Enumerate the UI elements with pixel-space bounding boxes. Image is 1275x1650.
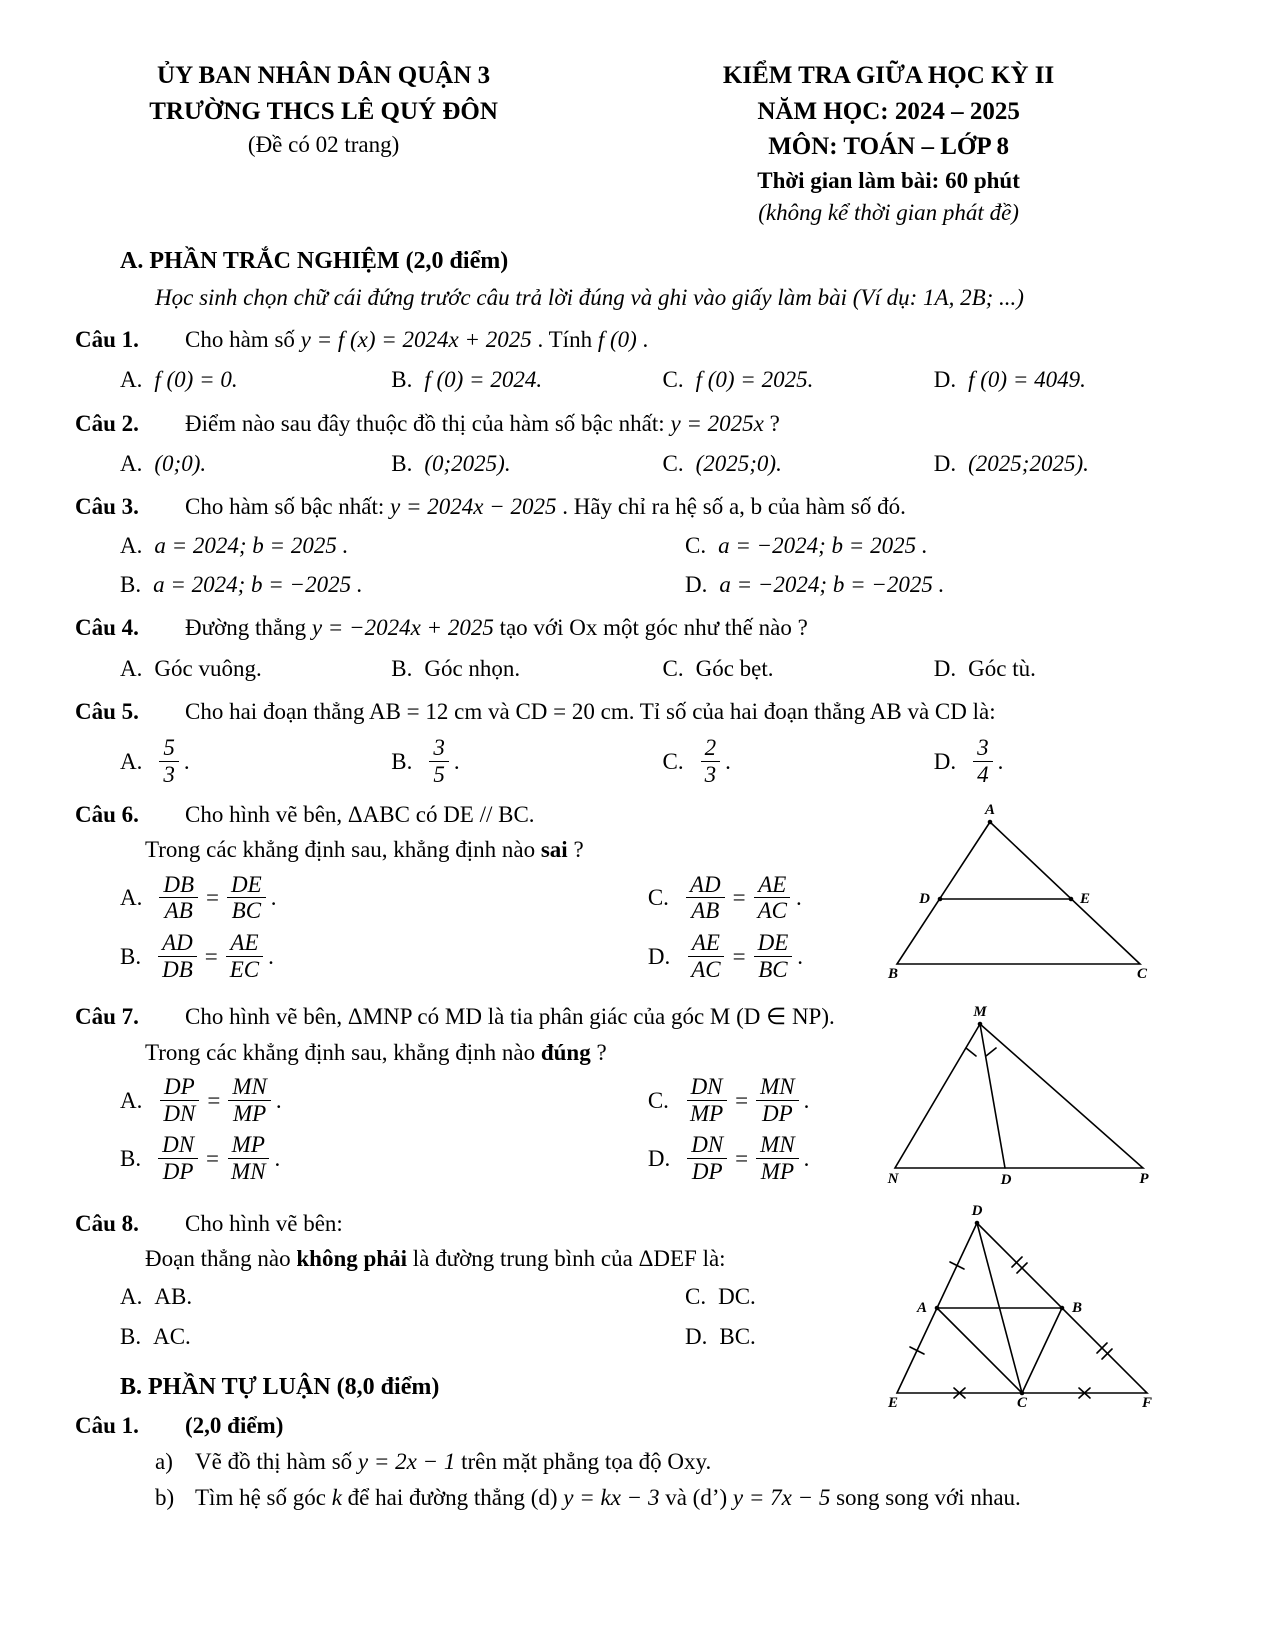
option-d [685, 567, 1205, 602]
numerator: DP [160, 1074, 199, 1101]
numerator: DE [754, 930, 793, 957]
fraction [701, 735, 721, 788]
period: . [997, 748, 1004, 774]
option-letter: B. [391, 748, 413, 774]
option-letter: C. [647, 885, 669, 911]
school-year: NĂM HỌC: 2024 – 2025 [757, 97, 1020, 125]
option-b [120, 929, 648, 984]
options [120, 1279, 873, 1354]
option-c [685, 528, 1205, 563]
formula: y = 2024x − 2025 [390, 494, 557, 520]
option-d [648, 929, 885, 984]
option-b [391, 651, 662, 686]
question-3 [75, 490, 1205, 602]
option-letter: A. [120, 655, 143, 681]
text: Trong các khẳng định sau, khẳng định nào [145, 837, 541, 863]
text: trên mặt phẳng tọa độ Oxy. [455, 1449, 712, 1475]
option-a [120, 1279, 685, 1314]
question-subtext [145, 1036, 885, 1069]
header-left [75, 58, 572, 230]
option-letter: D. [685, 572, 708, 598]
text: ? [567, 837, 584, 863]
denominator: 4 [977, 762, 989, 788]
question-number: Câu 2. [75, 410, 139, 436]
text: ? [590, 1039, 607, 1065]
options [120, 1073, 885, 1186]
equals-sign: = [732, 885, 746, 911]
question-7-main [75, 1000, 885, 1186]
numerator: AD [158, 930, 197, 957]
question-5-line [75, 695, 1205, 728]
option-text: DC. [718, 1284, 756, 1310]
question-number: Câu 4. [75, 615, 139, 641]
numerator: AE [226, 930, 262, 957]
question-number: Câu 7. [75, 1004, 139, 1030]
figure-box-abc [885, 798, 1155, 991]
vertex-label-p: P [1139, 1171, 1149, 1188]
option-letter: C. [662, 655, 684, 681]
item-text [195, 1445, 711, 1478]
fraction [756, 1132, 799, 1185]
question-4 [75, 611, 1205, 686]
option-letter: A. [120, 450, 143, 476]
numerator: 3 [973, 735, 993, 762]
option-letter: B. [120, 1146, 142, 1171]
option-b [120, 567, 685, 602]
option-a [120, 446, 391, 481]
denominator: MP [689, 1100, 724, 1126]
vertex-m-dot [978, 1022, 983, 1027]
option-d [685, 1319, 873, 1354]
question-number: Câu 8. [75, 1210, 139, 1236]
question-number: Câu 5. [75, 699, 139, 725]
segment-bc [1022, 1308, 1062, 1393]
section-b-question-1 [75, 1409, 1205, 1442]
question-text [185, 490, 1205, 523]
section-b-title: B. PHẦN TỰ LUẬN (8,0 điểm) [120, 1373, 440, 1400]
option-letter: C. [662, 450, 684, 476]
text: để hai đường thẳng (d) [341, 1485, 564, 1511]
question-number: Câu 6. [75, 801, 139, 827]
equals-sign: = [207, 1087, 221, 1113]
vertex-label-f: F [1141, 1394, 1153, 1408]
subject-grade: MÔN: TOÁN – LỚP 8 [768, 133, 1009, 160]
denominator: DP [162, 1159, 194, 1185]
option-letter: B. [391, 367, 413, 393]
text: Đường thẳng [185, 615, 312, 641]
period: . [274, 1146, 281, 1171]
option-letter: A. [120, 1087, 143, 1113]
option-letter: C. [685, 532, 707, 558]
issuing-authority: ỦY BAN NHÂN DÂN QUẬN 3 [157, 62, 491, 89]
text: và (d’) [659, 1485, 733, 1511]
question-4-line [75, 611, 1205, 644]
text: Cho hàm số [185, 326, 301, 352]
vertex-label-m: M [973, 1004, 987, 1021]
option-letter: D. [933, 655, 957, 681]
header [75, 58, 1205, 230]
numerator: DE [227, 872, 266, 899]
fraction [158, 1132, 198, 1185]
vertex-label-b: B [887, 965, 899, 982]
numerator: MN [756, 1132, 799, 1159]
question-text [185, 611, 1205, 644]
fraction [754, 872, 791, 925]
option-letter: B. [120, 1323, 142, 1349]
question-number: Câu 1. [75, 326, 139, 352]
fraction [756, 1074, 799, 1127]
fraction [227, 1132, 270, 1185]
period: . [275, 1087, 282, 1113]
figure-triangle-mnp [885, 1002, 1155, 1188]
option-letter: D. [647, 1146, 671, 1171]
option-letter: A. [120, 532, 143, 558]
equals-sign: = [204, 943, 218, 969]
option-letter: C. [647, 1087, 669, 1113]
exam-title: KIỂM TRA GIỮA HỌC KỲ II [722, 62, 1055, 89]
fraction [159, 872, 198, 925]
vertex-label-a: A [916, 1299, 927, 1316]
option-b [120, 1319, 685, 1354]
option-letter: A. [120, 885, 143, 911]
option-b [120, 1131, 648, 1186]
question-1 [75, 323, 1205, 398]
vertex-a-dot [935, 1305, 940, 1310]
text: Vẽ đồ thị hàm số [195, 1449, 358, 1475]
duration-note: (không kể thời gian phát đề) [758, 200, 1019, 226]
emphasis: không phải [296, 1245, 407, 1271]
equals-sign: = [735, 1146, 749, 1171]
fraction [973, 735, 993, 788]
vertex-a-dot [988, 820, 993, 825]
denominator: EC [229, 956, 260, 982]
period: . [803, 1146, 810, 1171]
option-letter: C. [662, 367, 684, 393]
options [120, 446, 1205, 481]
fraction [429, 735, 449, 788]
denominator: DP [691, 1159, 723, 1185]
options [120, 871, 885, 984]
question-5 [75, 695, 1205, 789]
vertex-d-dot [975, 1220, 980, 1225]
fraction [227, 872, 266, 925]
option-text: Góc tù. [968, 655, 1036, 681]
option-letter: B. [120, 943, 142, 969]
formula: y = f (x) = 2024x + 2025 [300, 326, 532, 352]
option-letter: D. [933, 367, 957, 393]
question-7-line [75, 1000, 885, 1033]
vertex-label-n: N [887, 1171, 899, 1188]
vertex-label-b: B [1072, 1299, 1083, 1316]
numerator: 3 [429, 735, 449, 762]
vertex-e-dot [1069, 897, 1074, 902]
angle-tick-mark [986, 1048, 996, 1056]
option-text: (0;0). [154, 450, 207, 476]
question-subtext [145, 833, 885, 866]
question-text: Cho hai đoạn thẳng AB = 12 cm và CD = 20 cm. Tỉ số của hai đoạn thẳng AB và CD là: [185, 699, 996, 725]
numerator: MP [228, 1132, 269, 1159]
equals-sign: = [732, 943, 746, 969]
section-a-instruction: Học sinh chọn chữ cái đứng trước câu trả lời đúng và ghi vào giấy làm bài (Ví dụ: 1A, 2B; ...) [155, 284, 1024, 310]
period: . [453, 748, 460, 774]
option-text: a = 2024; b = −2025 . [153, 572, 363, 598]
text: song song với nhau. [830, 1485, 1021, 1511]
question-8-line [75, 1207, 873, 1240]
text: . Tính [531, 326, 598, 352]
option-a [120, 871, 648, 926]
denominator: 5 [433, 762, 445, 788]
duration: Thời gian làm bài: 60 phút [757, 167, 1020, 193]
numerator: AE [688, 930, 724, 957]
vertex-label-c: C [1136, 965, 1148, 982]
denominator: DB [162, 956, 193, 982]
period: . [725, 748, 731, 774]
question-text: Cho hình vẽ bên: [185, 1210, 343, 1236]
denominator: BC [758, 956, 788, 982]
option-text: (0;2025). [424, 450, 511, 476]
period: . [270, 885, 277, 911]
formula: y = 2x − 1 [357, 1449, 456, 1475]
text: tạo với Ox một góc như thế nào ? [493, 615, 808, 641]
option-text: Góc vuông. [154, 655, 262, 681]
option-letter: B. [391, 450, 413, 476]
option-letter: D. [933, 748, 957, 774]
option-text: Góc nhọn. [424, 655, 521, 681]
equals-sign: = [206, 1146, 220, 1171]
numerator: AE [754, 872, 790, 899]
options [120, 734, 1205, 789]
formula: f (0) [597, 326, 637, 352]
question-text: Cho hình vẽ bên, ΔMNP có MD là tia phân giác của góc M (D ∈ NP). [185, 1004, 835, 1030]
text: Tìm hệ số góc [195, 1485, 332, 1511]
question-3-line [75, 490, 1205, 523]
vertex-b-dot [1060, 1305, 1065, 1310]
option-c [663, 446, 934, 481]
formula: y = 2025x [670, 410, 764, 436]
item-text [195, 1481, 1021, 1514]
section-a-title: A. PHẦN TRẮC NGHIỆM (2,0 điểm) [120, 247, 509, 274]
period: . [795, 885, 802, 911]
option-text: f (0) = 2025. [695, 367, 814, 393]
fraction [226, 930, 263, 983]
denominator: AB [164, 898, 193, 924]
vertex-label-c: C [1016, 1394, 1028, 1408]
numerator: 5 [159, 735, 179, 762]
vertex-label-a: A [984, 801, 996, 818]
option-text: a = −2024; b = −2025 . [719, 572, 945, 598]
text: ? [763, 410, 780, 436]
option-text: (2025;2025). [968, 450, 1089, 476]
text: Điểm nào sau đây thuộc đồ thị của hàm số bậc nhất: [185, 410, 671, 436]
header-right [572, 58, 1205, 230]
option-text: AB. [154, 1284, 193, 1310]
option-text: a = 2024; b = 2025 . [154, 532, 349, 558]
question-7 [75, 1000, 1205, 1197]
numerator: 2 [701, 735, 721, 762]
options [120, 362, 1205, 397]
option-a [120, 528, 685, 563]
option-b [391, 362, 662, 397]
period: . [803, 1087, 810, 1113]
tick-mark-ae [910, 1347, 924, 1354]
angle-tick-mark [966, 1048, 976, 1056]
triangle-abc-outline [897, 822, 1140, 964]
option-text: Góc bẹt. [695, 655, 774, 681]
option-a [120, 651, 391, 686]
denominator: AB [691, 898, 720, 924]
option-letter: D. [933, 450, 957, 476]
option-d [934, 362, 1205, 397]
option-letter: B. [391, 655, 413, 681]
options [120, 651, 1205, 686]
option-d [648, 1131, 885, 1186]
denominator: AC [691, 956, 721, 982]
equals-sign: = [206, 885, 220, 911]
numerator: DB [159, 872, 198, 899]
option-letter: A. [120, 367, 143, 393]
option-c [663, 734, 934, 789]
question-text: Cho hình vẽ bên, ΔABC có DE // BC. [185, 801, 535, 827]
period: . [268, 943, 274, 969]
option-letter: A. [120, 748, 143, 774]
denominator: 3 [163, 762, 175, 788]
option-text: BC. [719, 1323, 756, 1349]
option-letter: C. [685, 1284, 707, 1310]
bisector-md [980, 1024, 1005, 1168]
fraction [159, 735, 179, 788]
option-letter: D. [685, 1323, 708, 1349]
fraction [686, 1074, 727, 1127]
page-count-note: (Đề có 02 trang) [247, 132, 400, 157]
numerator: DN [687, 1132, 727, 1159]
question-6 [75, 798, 1205, 991]
option-b [391, 446, 662, 481]
period: . [797, 943, 804, 969]
question-1-line [75, 323, 1205, 356]
option-letter: B. [120, 572, 142, 598]
option-text: AC. [153, 1323, 191, 1349]
option-d [934, 734, 1205, 789]
formula: y = −2024x + 2025 [311, 615, 494, 641]
vertex-label-e: E [887, 1394, 899, 1408]
option-c [648, 1073, 885, 1128]
option-text: f (0) = 4049. [968, 367, 1086, 393]
tick-mark-da [950, 1262, 964, 1269]
figure-box-mnp [885, 1000, 1155, 1197]
equals-sign: = [735, 1087, 749, 1113]
question-text [185, 323, 1205, 356]
question-number: Câu 3. [75, 494, 139, 520]
denominator: DN [163, 1100, 196, 1126]
option-c [663, 651, 934, 686]
fraction [754, 930, 793, 983]
period: . [183, 748, 190, 774]
emphasis: sai [540, 837, 568, 863]
item-label: a) [155, 1449, 173, 1475]
school-name: TRƯỜNG THCS LÊ QUÝ ĐÔN [149, 97, 498, 125]
triangle-mnp-outline [895, 1024, 1143, 1168]
fraction [158, 930, 197, 983]
text: Cho hàm số bậc nhất: [185, 494, 391, 520]
question-6-line [75, 798, 885, 831]
option-letter: D. [647, 943, 671, 969]
option-d [934, 446, 1205, 481]
vertex-label-d: D [971, 1202, 983, 1219]
emphasis: đúng [540, 1039, 591, 1065]
text: Trong các khẳng định sau, khẳng định nào [145, 1039, 541, 1065]
fraction [228, 1074, 271, 1127]
section-b-item-b [155, 1481, 1205, 1514]
option-a [120, 734, 391, 789]
option-c [663, 362, 934, 397]
option-text: (2025;0). [695, 450, 782, 476]
option-a [120, 362, 391, 397]
figure-triangle-abc [885, 800, 1155, 982]
fraction [687, 1132, 727, 1185]
denominator: MP [760, 1159, 795, 1185]
option-d [934, 651, 1205, 686]
question-text [185, 407, 1205, 440]
denominator: MN [231, 1159, 266, 1185]
numerator: DN [687, 1074, 727, 1101]
item-label: b) [155, 1485, 175, 1511]
denominator: BC [231, 898, 262, 924]
question-number: Câu 1. [75, 1412, 139, 1438]
formula: k [331, 1485, 342, 1511]
question-2 [75, 407, 1205, 482]
vertex-label-e: E [1080, 890, 1091, 907]
fraction [686, 872, 725, 925]
options [120, 528, 1205, 603]
vertex-label-d: D [919, 890, 930, 907]
text: là đường trung bình của ΔDEF là: [407, 1245, 726, 1271]
option-text: f (0) = 0. [154, 367, 238, 393]
section-b-item-a [155, 1445, 1205, 1478]
option-b [391, 734, 662, 789]
formula: y = kx − 3 [563, 1485, 660, 1511]
question-6-main [75, 798, 885, 984]
option-c [648, 871, 885, 926]
denominator: DP [762, 1100, 793, 1126]
numerator: MN [756, 1074, 799, 1101]
option-letter: C. [662, 748, 684, 774]
option-letter: A. [120, 1284, 143, 1310]
option-a [120, 1073, 648, 1128]
formula: y = 7x − 5 [732, 1485, 831, 1511]
numerator: AD [686, 872, 725, 899]
vertex-label-d: D [1000, 1172, 1012, 1189]
option-text: f (0) = 2024. [424, 367, 543, 393]
figure-triangle-def [885, 1203, 1155, 1408]
option-text: a = −2024; b = 2025 . [718, 532, 928, 558]
option-c [685, 1279, 873, 1314]
numerator: DN [158, 1132, 198, 1159]
segment-ac [937, 1308, 1022, 1393]
text: . Hãy chỉ ra hệ số a, b của hàm số đó. [556, 494, 906, 520]
numerator: MN [228, 1074, 271, 1101]
fraction [687, 930, 724, 983]
question-points: (2,0 điểm) [185, 1412, 284, 1438]
question-2-line [75, 407, 1205, 440]
fraction [159, 1074, 199, 1127]
text: . [636, 326, 649, 352]
denominator: MP [232, 1100, 267, 1126]
text: Đoạn thẳng nào [145, 1245, 297, 1271]
denominator: AC [757, 898, 787, 924]
denominator: 3 [704, 762, 717, 788]
vertex-d-dot [938, 897, 943, 902]
